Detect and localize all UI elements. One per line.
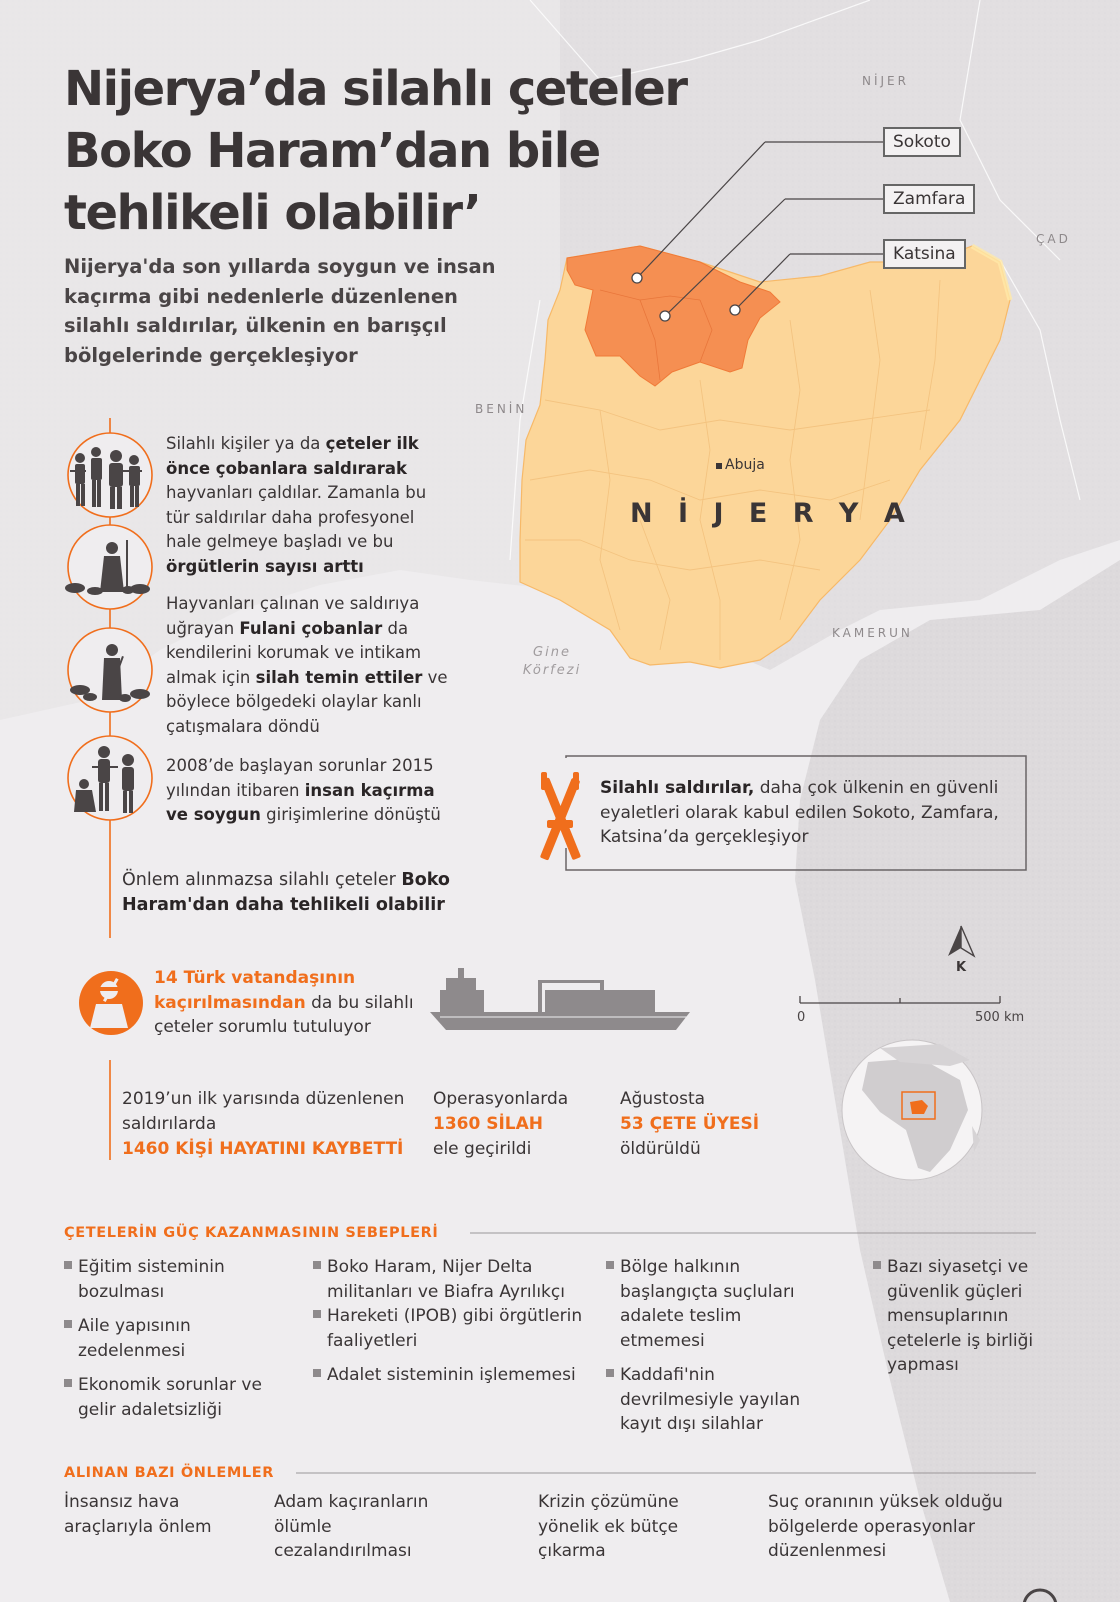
- text-run: Önlem alınmazsa silahlı çeteler: [122, 870, 402, 890]
- north-label: K: [956, 960, 967, 975]
- text-run: Silahlı kişiler ya da: [166, 434, 326, 453]
- label-benin: BENİN: [475, 402, 528, 416]
- text-run: silah temin ettiler: [255, 667, 423, 687]
- text-run: örgütlerin sayısı arttı: [166, 556, 364, 576]
- scale-end-label: 500 km: [975, 1010, 1025, 1025]
- text-run: ve böylece bölgedeki olaylar kanlı çatışmalara döndü: [166, 667, 448, 736]
- timeline-item-1: [166, 432, 446, 579]
- text-run: çeteler ilk önce çobanlara saldırarak: [166, 434, 419, 478]
- text-run: da kendilerini korumak ve intikam almak için: [166, 618, 422, 687]
- timeline-item-3: [166, 754, 451, 828]
- title-line-2: Boko Haram’dan bile: [64, 123, 600, 179]
- stat-deaths-value: 1460 KİŞİ HAYATINI KAYBETTİ: [122, 1139, 404, 1159]
- subtitle: Nijerya'da son yıllarda soygun ve insan kaçırma gibi nedenlerle düzenlenen silahlı saldırılar, ülkenin en barışçıl bölgelerinde gerçekleşiyor: [64, 255, 496, 367]
- text-run: insan kaçırma ve soygun: [166, 780, 435, 824]
- label-abuja: Abuja: [725, 457, 765, 473]
- label-chad: ÇAD: [1036, 232, 1071, 246]
- measure-item: Krizin çözümüne yönelik ek bütçe çıkarma: [538, 1492, 679, 1561]
- reason-item: Bölge halkının başlangıçta suçluları adalete teslim etmemesi: [606, 1255, 826, 1353]
- text-run: 2008’de başlayan sorunlar 2015 yılından itibaren: [166, 756, 434, 800]
- stat-deaths: 2019’un ilk yarısında düzenlenen saldırılarda 1460 KİŞİ HAYATINI KAYBETTİ: [122, 1089, 405, 1159]
- stat-weapons-value: 1360 SİLAH: [433, 1114, 544, 1134]
- locator-globe: [842, 1040, 982, 1180]
- reason-item: Kaddafi'nin devrilmesiyle yayılan kayıt dışı silahlar: [606, 1363, 826, 1437]
- text-run: girişimlerine dönüştü: [260, 805, 441, 824]
- text-run: da bu silahlı çeteler sorumlu tutuluyor: [154, 992, 414, 1037]
- state-label-katsina: Katsina: [883, 239, 966, 269]
- attack-box-text: [600, 776, 1010, 850]
- stat-gang-members-value: 53 ÇETE ÜYESİ: [620, 1114, 760, 1134]
- page-title: [64, 58, 744, 244]
- timeline-warning: [122, 868, 482, 917]
- scale-start-label: 0: [797, 1010, 806, 1025]
- text-run: Silahlı saldırılar,: [600, 778, 755, 798]
- reasons-column-4: [873, 1255, 1053, 1378]
- text-run: Fulani çobanlar: [239, 618, 383, 638]
- label-cameroon: KAMERUN: [832, 626, 913, 640]
- measure-item: Suç oranının yüksek olduğu bölgelerde operasyonlar düzenlenmesi: [768, 1492, 1003, 1561]
- label-gulf-of-guinea: Gine Körfezi: [522, 645, 582, 678]
- text-run: Boko Haram'dan daha tehlikeli olabilir: [122, 870, 450, 915]
- reasons-heading: ÇETELERİN GÜÇ KAZANMASININ SEBEPLERİ: [64, 1225, 439, 1241]
- title-line-3: tehlikeli olabilir’: [64, 185, 481, 241]
- state-label-zamfara: Zamfara: [883, 184, 975, 214]
- text-run: 14 Türk vatandaşının kaçırılmasından: [154, 968, 356, 1013]
- measure-item: İnsansız hava araçlarıyla önlem: [64, 1492, 212, 1537]
- timeline-item-2: [166, 592, 456, 739]
- reason-item: Eğitim sisteminin bozulması: [64, 1255, 264, 1304]
- reason-item: Hareketi (IPOB) gibi örgütlerin faaliyetleri: [313, 1304, 583, 1353]
- text-run: hayvanları çaldılar. Zamanla bu tür saldırılar daha profesyonel hale gelmeye başladı ve bu: [166, 483, 427, 551]
- reasons-column-2: [313, 1255, 583, 1388]
- label-nigeria: N İ J E R Y A: [630, 498, 913, 529]
- reason-item: Boko Haram, Nijer Delta militanları ve Biafra Ayrılıkçı: [313, 1255, 583, 1304]
- stat-gang-members: Ağustosta 53 ÇETE ÜYESİ öldürüldü: [620, 1089, 760, 1159]
- text-run: Hayvanları çalınan ve saldırıya uğrayan: [166, 594, 420, 638]
- abuja-marker: [716, 463, 722, 469]
- reasons-column-1: [64, 1255, 264, 1422]
- label-niger: NİJER: [862, 74, 909, 88]
- reasons-column-3: [606, 1255, 826, 1437]
- measure-item: Adam kaçıranların ölümle cezalandırılması: [274, 1492, 429, 1561]
- reason-item: Bazı siyasetçi ve güvenlik güçleri mensuplarının çetelerle iş birliği yapması: [873, 1255, 1053, 1378]
- reason-item: Adalet sisteminin işlememesi: [313, 1363, 583, 1388]
- turkish-citizens-text: [154, 966, 424, 1040]
- state-label-sokoto: Sokoto: [883, 127, 961, 157]
- title-line-1: Nijerya’da silahlı çeteler: [64, 61, 687, 117]
- reason-item: Ekonomik sorunlar ve gelir adaletsizliği: [64, 1373, 264, 1422]
- reason-item: Aile yapısının zedelenmesi: [64, 1314, 264, 1363]
- stat-weapons: Operasyonlarda 1360 SİLAH ele geçirildi: [433, 1089, 569, 1159]
- measures-heading: ALINAN BAZI ÖNLEMLER: [64, 1465, 274, 1481]
- text-run: daha çok ülkenin en güvenli eyaletleri olarak kabul edilen Sokoto, Zamfara, Katsina’da gerçekleşiyor: [600, 778, 999, 847]
